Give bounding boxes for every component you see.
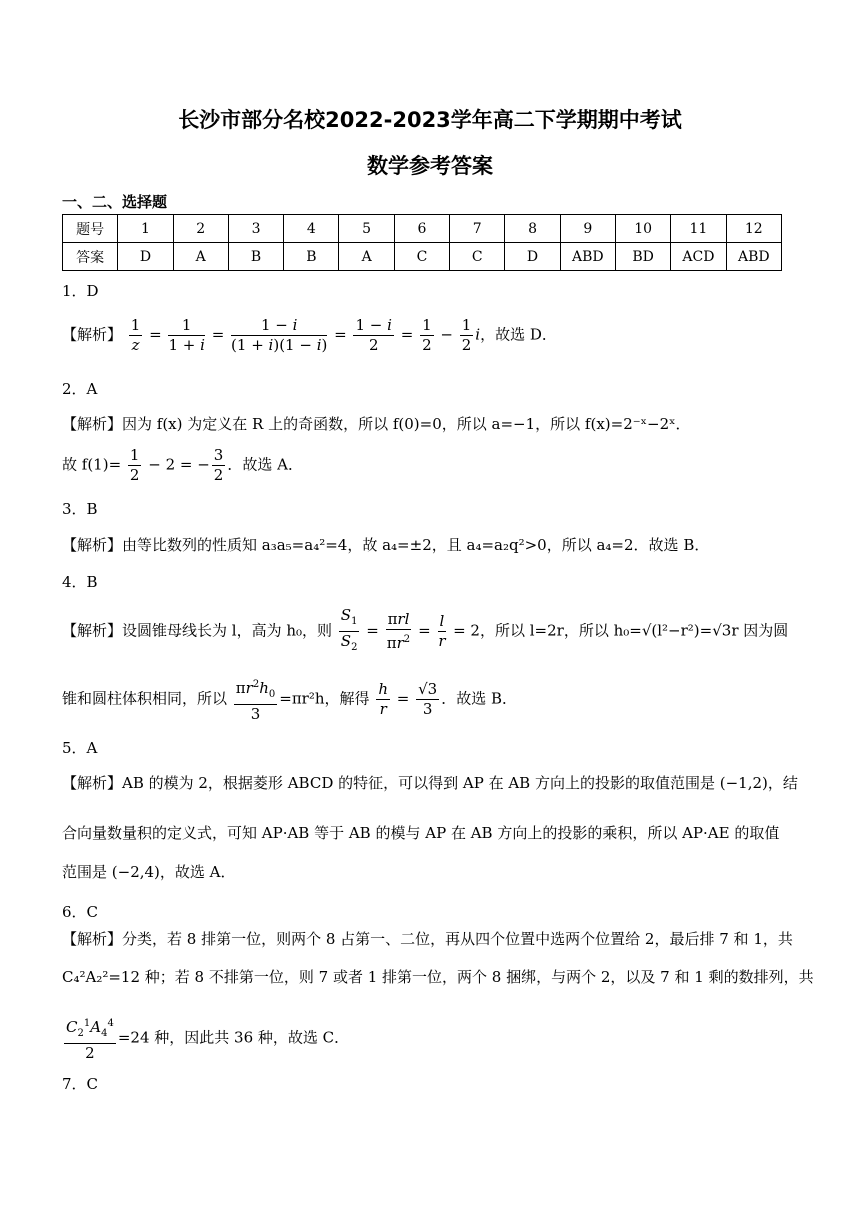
question-number-cell: 9 bbox=[560, 215, 615, 243]
solution-text: ，故选 D． bbox=[480, 325, 557, 344]
item-3-number: 3．B bbox=[62, 500, 98, 518]
answer-cell: A bbox=[173, 243, 228, 271]
question-number-cell: 6 bbox=[394, 215, 449, 243]
solution-text: 【解析】设圆锥母线长为 l，高为 h₀，则 bbox=[62, 621, 333, 640]
solution-text: ．故选 A． bbox=[227, 455, 303, 474]
question-number-cell: 7 bbox=[450, 215, 505, 243]
table-row-numbers bbox=[63, 215, 782, 243]
answer-cell: D bbox=[118, 243, 173, 271]
item-6-line-1: 【解析】分类，若 8 排第一位，则两个 8 占第一、二位，再从四个位置中选两个位置给 2，最后排 7 和 1，共 bbox=[62, 930, 793, 948]
answer-cell: C bbox=[450, 243, 505, 271]
item-2-line-1: 【解析】因为 f(x) 为定义在 R 上的奇函数，所以 f(0)=0，所以 a=−1，所以 f(x)=2⁻ˣ−2ˣ． bbox=[62, 415, 691, 433]
question-number-cell: 4 bbox=[284, 215, 339, 243]
answer-cell: B bbox=[284, 243, 339, 271]
question-number-cell: 11 bbox=[671, 215, 726, 243]
answer-table bbox=[62, 214, 782, 271]
item-1-solution: 【解析】 $\frac{1}{z}$ = $\frac{1}{1 + i}$ = $\frac{1 - i}{(1 + i)(1 - i)}$ = $\frac{1 - i}{2}$ = $\frac{1}{2}$ − $\frac{1}{2}$ i，故选 D． bbox=[62, 316, 557, 354]
formula: $\frac{1 - i}{2}$ bbox=[355, 316, 392, 354]
item-4-line-2: 锥和圆柱体积相同，所以 $\frac{\pi r^2h_0}{3}$ =πr²h，解得 $\frac{h}{r}$ = $\frac{√3}{3}$ ．故选 B． bbox=[62, 675, 517, 724]
table-row-answers bbox=[63, 243, 782, 271]
formula: $\frac{l}{r}$ bbox=[438, 612, 446, 650]
formula: $\frac{1}{2}$ bbox=[461, 316, 472, 354]
item-5-number: 5．A bbox=[62, 739, 98, 757]
formula: $\frac{C_2^1A_4^4}{2}$ bbox=[64, 1014, 116, 1063]
solution-text: ．故选 B． bbox=[441, 689, 517, 708]
item-6-line-2: C₄²A₂²=12 种；若 8 不排第一位，则 7 或者 1 排第一位，两个 8 捆绑，与两个 2，以及 7 和 1 剩的数排列，共 bbox=[62, 968, 814, 986]
question-number-cell: 1 bbox=[118, 215, 173, 243]
formula: $\frac{1 - i}{(1 + i)(1 - i)}$ bbox=[231, 316, 328, 354]
item-5-line-3: 范围是 (−2,4)，故选 A． bbox=[62, 863, 236, 881]
section-heading: 一、二、选择题 bbox=[62, 193, 168, 211]
item-5-line-2: 合向量数量积的定义式，可知 AP·AB 等于 AB 的模与 AP 在 AB 方向上的投影的乘积，所以 AP·AE 的取值 bbox=[62, 824, 780, 842]
item-2-line-2: 故 f(1)= $\frac{1}{2}$ − 2 = − $\frac{3}{2}$ ．故选 A． bbox=[62, 446, 303, 484]
answer-cell: C bbox=[394, 243, 449, 271]
item-6-line-3 bbox=[62, 1014, 349, 1063]
answer-cell: D bbox=[505, 243, 560, 271]
item-7-number: 7．C bbox=[62, 1075, 99, 1093]
question-number-cell: 5 bbox=[339, 215, 394, 243]
formula: $\frac{h}{r}$ bbox=[378, 680, 388, 718]
item-6-number: 6．C bbox=[62, 903, 99, 921]
solution-label: 【解析】 bbox=[62, 325, 123, 344]
answer-cell: B bbox=[228, 243, 283, 271]
answer-cell: ABD bbox=[560, 243, 615, 271]
answer-cell: A bbox=[339, 243, 394, 271]
question-number-cell: 8 bbox=[505, 215, 560, 243]
document-title: 长沙市部分名校2022-2023学年高二下学期期中考试 bbox=[178, 108, 682, 132]
table-header-cell: 题号 bbox=[63, 215, 118, 243]
formula: $\frac{3}{2}$ bbox=[213, 446, 224, 484]
formula: $\frac{\text{πrl}}{\pi r^2}$ bbox=[386, 610, 411, 652]
document-subtitle: 数学参考答案 bbox=[367, 154, 493, 178]
formula: $\frac{\pi r^2h_0}{3}$ bbox=[234, 675, 277, 724]
solution-text: 锥和圆柱体积相同，所以 bbox=[62, 689, 228, 708]
question-number-cell: 10 bbox=[615, 215, 670, 243]
formula: $\frac{√3}{3}$ bbox=[418, 680, 438, 718]
question-number-cell: 3 bbox=[228, 215, 283, 243]
solution-text: 故 f(1)= bbox=[62, 455, 122, 474]
formula: $\frac{S_1}{S_2}$ bbox=[340, 606, 358, 653]
question-number-cell: 2 bbox=[173, 215, 228, 243]
answer-cell: ACD bbox=[671, 243, 726, 271]
formula: $\frac{1}{1 + i}$ bbox=[168, 316, 205, 354]
item-5-line-1: 【解析】AB 的模为 2，根据菱形 ABCD 的特征，可以得到 AP 在 AB 方向上的投影的取值范围是 (−1,2)，结 bbox=[62, 774, 798, 792]
answer-cell: BD bbox=[615, 243, 670, 271]
question-number-cell: 12 bbox=[726, 215, 781, 243]
table-header-cell: 答案 bbox=[63, 243, 118, 271]
solution-text: =πr²h，解得 bbox=[279, 689, 370, 708]
item-3-line-1: 【解析】由等比数列的性质知 a₃a₅=a₄²=4，故 a₄=±2，且 a₄=a₂q²>0，所以 a₄=2．故选 B． bbox=[62, 536, 710, 554]
solution-text: ，所以 l=2r，所以 h₀=√(l²−r²)=√3r 因为圆 bbox=[479, 621, 789, 640]
solution-text: =24 种，因此共 36 种，故选 C． bbox=[117, 1028, 350, 1047]
item-1-number: 1．D bbox=[62, 282, 99, 300]
item-2-number: 2．A bbox=[62, 380, 98, 398]
item-4-number: 4．B bbox=[62, 573, 98, 591]
formula: $\frac{1}{z}$ bbox=[130, 316, 141, 354]
item-4-line-1: 【解析】设圆锥母线长为 l，高为 h₀，则 $\frac{S_1}{S_2}$ = $\frac{\text{πrl}}{\pi r^2}$ = $\frac{l}{r}$ = 2，所以 l=2r，所以 h₀=√(l²−r²)=√3r 因为圆 bbox=[62, 606, 788, 657]
formula: $\frac{1}{2}$ bbox=[129, 446, 140, 484]
formula: $\frac{1}{2}$ bbox=[422, 316, 432, 354]
answer-cell: ABD bbox=[726, 243, 781, 271]
